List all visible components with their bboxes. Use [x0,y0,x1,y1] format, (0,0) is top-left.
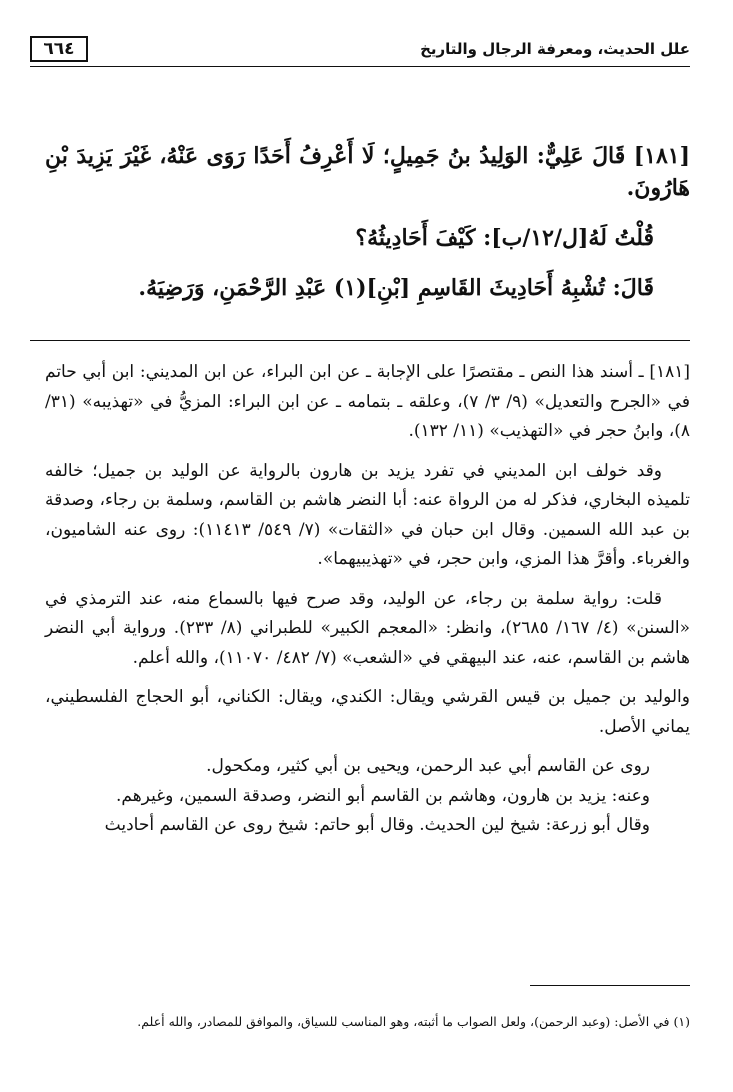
matn-line-2: قُلْتُ لَهُ[ل/١٢/ب]: كَيْفَ أَحَادِيثُهُ؟ [355,225,654,251]
commentary-paragraph-4: والوليد بن جميل بن قيس القرشي ويقال: الكندي، ويقال: الكناني، أبو الحجاج الفلسطيني، يماني الأصل. [45,687,690,737]
running-title: علل الحديث، ومعرفة الرجال والتاريخ [420,40,690,58]
page-number: ٦٦٤ [30,36,88,62]
commentary-paragraph-1: [١٨١] ـ أسند هذا النص ـ مقتصرًا على الإجابة ـ عن ابن البراء، عن ابن المديني: ابن أبي حاتم في «الجرح والتعديل» (٩/ ٣/ ٧)، وعلقه ـ بتمامه ـ عن ابن البراء: المزيُّ في «تهذيبه» (٣١/ ٨)، وابنُ حجر في «التهذيب» (١١/ ١٣٢). [45,362,690,441]
main-divider [30,340,690,341]
matn-text [45,140,690,322]
matn-line-1: [١٨١] قَالَ عَلِيٌّ: الوَلِيدُ بنُ جَمِيلٍ؛ لَا أَعْرِفُ أَحَدًا رَوَى عَنْهُ، غَيْرَ يَزِيدَ بْنِ هَارُونَ. [45,143,690,201]
commentary-paragraph-2: وقد خولف ابن المديني في تفرد يزيد بن هارون بالرواية عن الوليد بن جميل؛ خالفه تلميذه البخاري، فذكر له من الرواة عنه: أبا النضر هاشم بن القاسم، وسلمة بن رجاء، وصدقة بن عبد الله السمين. وقال ابن حبان في «الثقات» (٧/ ٥٤٩/ ١١٤١٣): روى عنه الشاميون، والغرباء. وأقرَّ هذا المزي، وابن حجر، في «تهذيبيهما». [45,460,690,569]
footnote-rule [530,985,690,986]
commentary-paragraph-5: روى عن القاسم أبي عبد الرحمن، ويحيى بن أبي كثير، ومكحول. [206,756,650,776]
commentary-paragraph-7: وقال أبو زرعة: شيخ لين الحديث. وقال أبو حاتم: شيخ روى عن القاسم أحاديث [104,815,650,835]
page-header [30,36,690,68]
matn-line-3: قَالَ: تُشْبِهُ أَحَادِيثَ القَاسِمِ [بْنِ](١) عَبْدِ الرَّحْمَنِ، وَرَضِيَهُ. [138,275,654,301]
commentary-paragraph-6: وعنه: يزيد بن هارون، وهاشم بن القاسم أبو النضر، وصدقة السمين، وغيرهم. [116,785,650,806]
commentary-text [45,358,690,841]
footnote: (١) في الأصل: (وعبد الرحمن)، ولعل الصواب ما أثبته، وهو المناسب للسياق، والموافق للمصادر، والله أعلم. [137,1014,690,1029]
header-rule [30,66,690,67]
commentary-paragraph-3: قلت: رواية سلمة بن رجاء، عن الوليد، وقد صرح فيها بالسماع منه، عند الترمذي في «السنن» (٤/ ١٦٧/ ٢٦٨٥)، وانظر: «المعجم الكبير» للطبراني (٨/ ٢٣٣). ورواية أبي النضر هاشم بن القاسم، عنه، عند البيهقي في «الشعب» (٧/ ٤٨٢/ ١١٠٧٠)، والله أعلم. [45,588,691,668]
